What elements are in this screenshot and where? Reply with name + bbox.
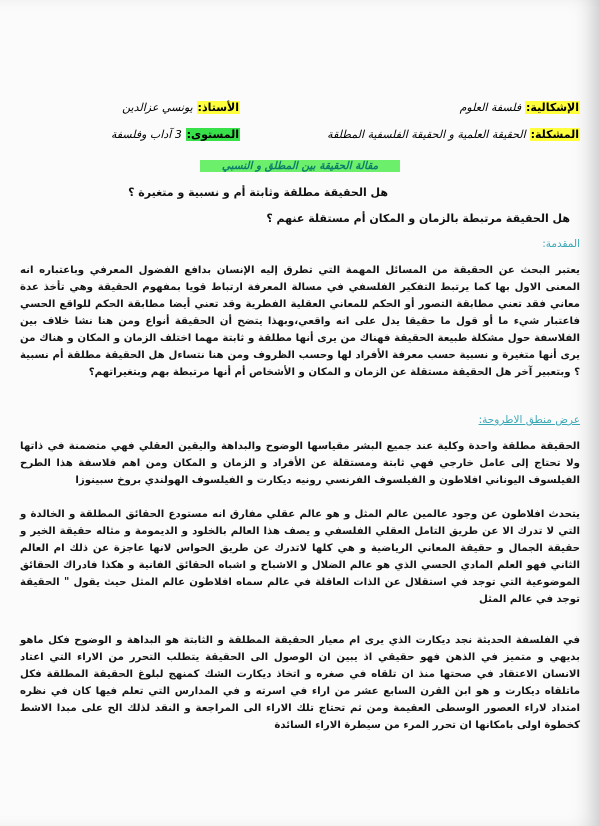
problematic-line [460, 101, 580, 114]
problematic-label: الإشكالية: [526, 101, 579, 114]
problem-line [327, 128, 580, 141]
descartes-paragraph: في الفلسفة الحديثة نجد ديكارت الذي يرى ام معيار الحقيقة المطلقة و الثابتة هو البداهة و الوضوح فكل ماهو بديهي و متميز في الذهن فهو حقيقي اذ يبين ان الوصول الى الحقيقة يتطلب التحرر من الاراء التي اعتاد الانسان الاعتقاد في صحتها منذ ان تلقاه في صغره و اتخاذ ديكارت الشك كمنهج لبلوغ الحقيقة المطلقة فكل ماتلقاه ديكارت و هو ابن القرن السابع عشر من اراء في اسرته و في المدارس التي تعلم فيها كان في نظره امتداد لاراء العصور الوسطى العقيمة ومن ثم تحتاج تلك الاراء الى المراجعة و النقد لذلك الح على مبدا الاشط كخطوة اولى بامكانها ان تحرر المرء من سيطرة الاراء السائدة [20, 635, 580, 731]
question-2: هل الحقيقة مرتبطة بالزمان و المكان أم مستقلة عنهم ؟ [266, 212, 570, 225]
teacher-line [122, 101, 240, 114]
article-title: مقالة الحقيقة بين المطلق و النسبي [200, 160, 400, 172]
thesis-paragraph: الحقيقة مطلقة واحدة وكلية عند جميع البشر مقياسها الوضوح والبداهة واليقين العقلي فهي متضمنة في ذاتها ولا تحتاج إلى عامل خارجي فهي ثابتة ومستقلة عن الأفراد و الزمان و المكان ومن اهم فلاسفة هذا الطرح الفيلسوف اليوناني افلاطون و الفيلسوف الفرنسي رونيه ديكارت و الفيلسوف الهولندي بروخ سبينوزا [20, 441, 580, 486]
problem-label: المشكلة: [530, 128, 579, 141]
level-label: المستوى: [186, 128, 239, 141]
level-line [111, 128, 240, 141]
intro-paragraph: يعتبر البحث عن الحقيقة من المسائل المهمة التي تطرق إليه الإنسان بدافع الفضول المعرفي وباعتباره انه المعنى الاول بها كما يرتبط التفكير الفلسفي في مسالة المعرفة ارتباط قويا بمفهوم الحقيقة وهي تأخذ عدة معاني فقد تعني مطابقة التصور أو الحكم للمعاني العقلية الفطرية وقد تعني أيضا مطابقة الحكم للواقع الحسي فاعتبار شيء ما أو قول ما حقيقا يدل على انه واقعي،وبهذا يتضح أن الحقيقة أنواع ومن هنا نشا خلاف بين الفلاسفة حول مشكلة طبيعة الحقيقة فهناك من يرى أنها مطلقة و ثابتة مهما اختلف الزمان و المكان و هناك من يرى أنها متغيرة و نسبية حسب معرفة الأفراد لها وحسب الظروف ومن هنا نتساءل هل الحقيقة مطلقة أم نسبية ؟ وبتعبير آخر هل الحقيقة مستقلة عن الزمان و المكان و الأشخاص أم أنها مرتبطة بهم وبتغيراتهم؟ [20, 265, 580, 378]
problematic-value: فلسفة العلوم [459, 101, 522, 114]
thesis-label: عرض منطق الاطروحة: [478, 414, 580, 426]
intro-label: المقدمة: [542, 238, 580, 250]
teacher-value: يونسي عزالدين [122, 101, 193, 114]
question-1: هل الحقيقة مطلقة وثابتة أم و نسبية و متغيرة ؟ [128, 186, 388, 199]
problem-value: الحقيقة العلمية و الحقيقة الفلسفية المطلقة [327, 128, 526, 141]
plato-paragraph: يتحدث افلاطون عن وجود عالمين عالم المثل و هو عالم عقلي مفارق انه مستودع الحقائق المطلقة و الخالدة و التي لا تدرك الا عن طريق التامل العقلي الفلسفي و يصف هذا العالم بالخلود و الديمومة و مثاله حقيقة الخير و حقيقة الجمال و حقيقة المعاني الرياضية و هي كلها لاتدرك عن طريق الحواس لانها عاجزة عن ذلك ام العالم الثاني فهو العلم المادي الحسي الذي هو عالم الضلال و الاشباح و اشباه الحقائق الفانية و هكذا فادراك الحقائق الموضوعية التي توجد في استقلال عن الذات العاقلة في عالم سماه افلاطون عالم المثل حيث يقول " الحقيقة توجد في عالم المثل [20, 509, 580, 605]
level-value: 3 آداب وفلسفة [110, 128, 182, 141]
teacher-label: الأستاذ: [197, 101, 239, 114]
